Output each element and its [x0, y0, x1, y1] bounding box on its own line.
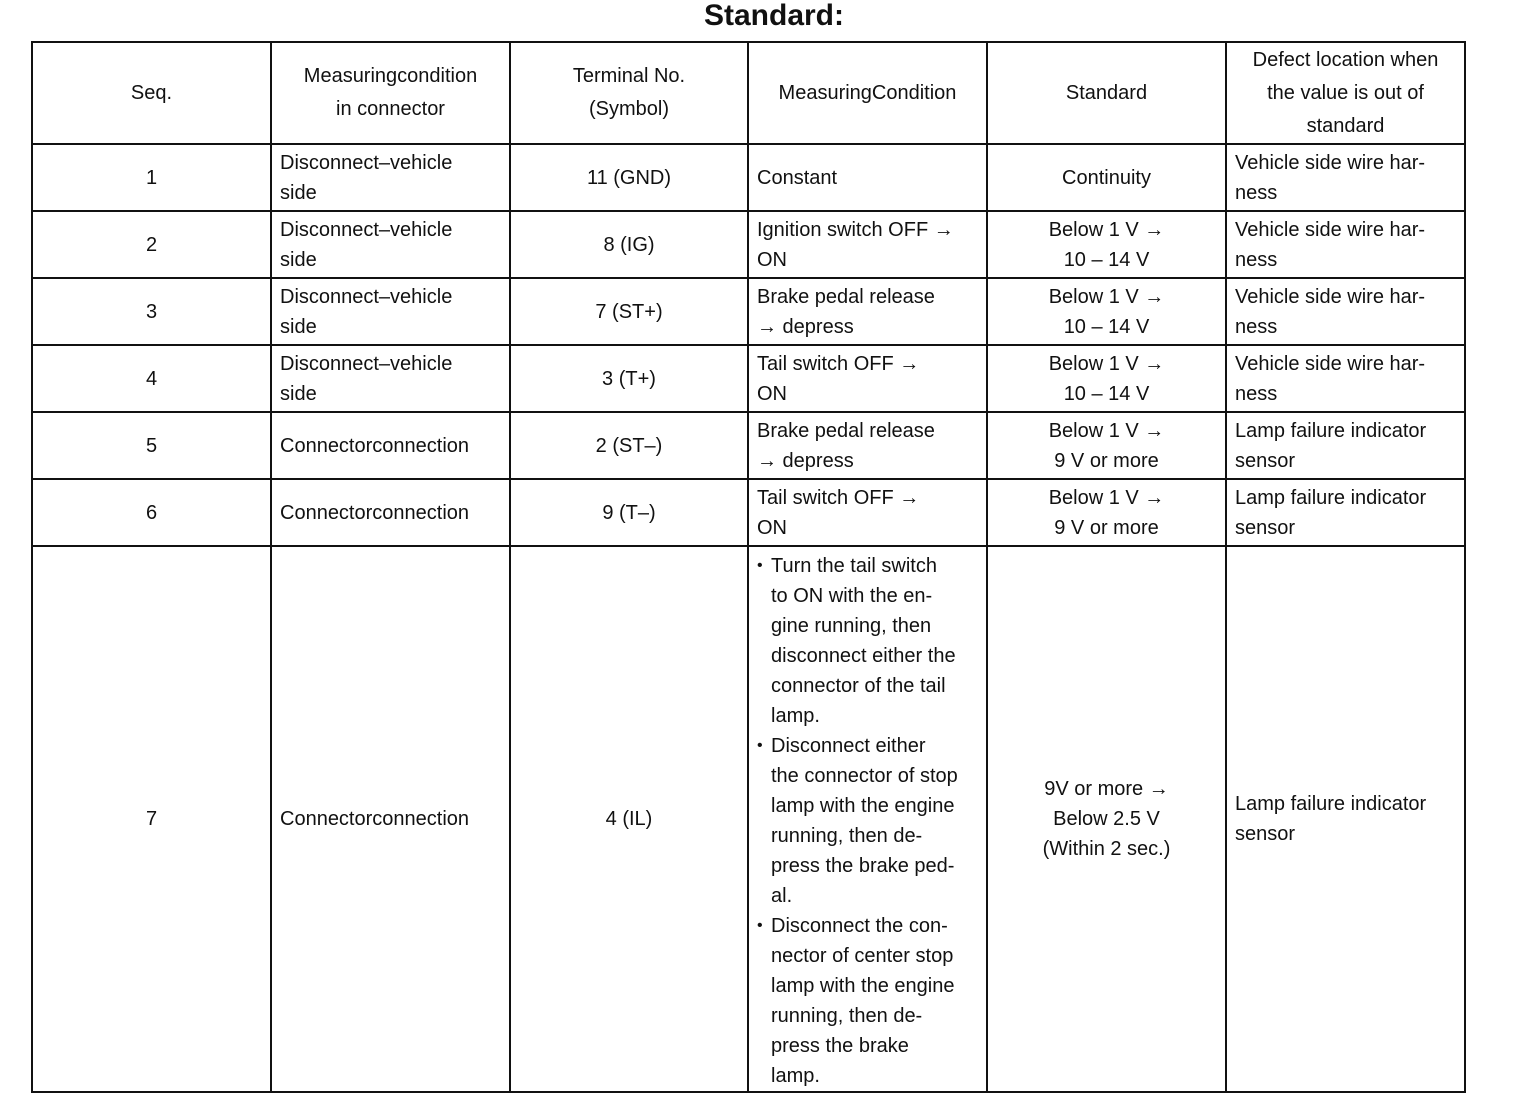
header-standard: Standard: [987, 42, 1226, 144]
standard-table: [31, 41, 1466, 1093]
cell-line: Brake pedal release: [757, 285, 935, 308]
cell-line: 9 V or more: [1054, 516, 1159, 539]
cell-seq: 2: [32, 211, 271, 278]
bullet-line: • Turn the tail switch: [771, 555, 937, 577]
cell-terminal: 8 (IG): [510, 211, 748, 278]
cell-terminal: 2 (ST–): [510, 412, 748, 479]
cell-line: Connectorconnection: [280, 434, 470, 457]
cell-line: Below 1 V →: [1048, 352, 1165, 375]
bullet-line: • Disconnect either: [771, 735, 926, 757]
cell-connector: [271, 412, 510, 479]
bullet-line: running, then de-: [771, 1005, 923, 1027]
header-line: Terminal No.: [572, 65, 686, 87]
cell-standard: [987, 278, 1226, 345]
cell-line: Vehicle side wire har-: [1235, 352, 1426, 375]
cell-line: sensor: [1235, 449, 1296, 472]
cell-line: Below 1 V →: [1048, 419, 1165, 442]
cell-line: 9V or more →: [1044, 778, 1169, 800]
header-line: Measuringcondition: [303, 65, 478, 87]
bullet-line: lamp with the engine: [771, 975, 955, 997]
cell-line: Vehicle side wire har-: [1235, 285, 1426, 308]
cell-condition: [748, 211, 987, 278]
cell-line: ness: [1235, 181, 1278, 204]
bullet-line: to ON with the en-: [771, 585, 933, 607]
cell-connector: [271, 144, 510, 211]
header-measuring-condition-connector: [271, 42, 510, 144]
cell-seq: 4: [32, 345, 271, 412]
header-seq: Seq.: [32, 42, 271, 144]
cell-line: Disconnect–vehicle: [280, 285, 453, 308]
cell-defect: [1226, 144, 1465, 211]
cell-line: ON: [757, 516, 787, 539]
header-line: standard: [1306, 114, 1385, 137]
cell-connector: [271, 278, 510, 345]
cell-seq: 3: [32, 278, 271, 345]
table-row: [32, 546, 1465, 1092]
cell-standard: [987, 546, 1226, 1092]
cell-terminal: 3 (T+): [510, 345, 748, 412]
cell-line: Below 1 V →: [1048, 218, 1165, 241]
table-row: [32, 345, 1465, 412]
cell-standard: [987, 345, 1226, 412]
cell-line: 10 – 14 V: [1063, 315, 1150, 338]
cell-line: Below 2.5 V: [1053, 808, 1160, 830]
cell-line: ness: [1235, 315, 1278, 338]
header-line: the value is out of: [1267, 81, 1424, 104]
cell-terminal: 9 (T–): [510, 479, 748, 546]
bullet-line: running, then de-: [771, 825, 923, 847]
cell-line: Connectorconnection: [280, 501, 470, 524]
cell-line: side: [280, 315, 317, 338]
table-body: [32, 144, 1465, 1092]
cell-line: side: [280, 248, 317, 271]
bullet-line: gine running, then: [771, 615, 932, 637]
cell-line: Constant: [757, 166, 838, 189]
cell-line: ON: [757, 382, 787, 405]
table-row: [32, 211, 1465, 278]
cell-line: side: [280, 382, 317, 405]
cell-defect: [1226, 211, 1465, 278]
cell-line: Lamp failure indicator: [1235, 419, 1427, 442]
header-measuring-condition: MeasuringCondition: [748, 42, 987, 144]
table-row: [32, 144, 1465, 211]
header-row: [32, 42, 1465, 144]
cell-connector: Connectorconnection: [271, 546, 510, 1092]
cell-line: ness: [1235, 248, 1278, 271]
cell-line: Lamp failure indicator: [1235, 793, 1427, 815]
condition-bullet: [757, 731, 978, 911]
cell-condition: [748, 278, 987, 345]
header-defect-location: [1226, 42, 1465, 144]
header-line: Defect location when: [1252, 48, 1439, 71]
cell-defect: [1226, 278, 1465, 345]
bullet-line: lamp.: [771, 705, 820, 727]
cell-terminal: 4 (IL): [510, 546, 748, 1092]
cell-line: Tail switch OFF →: [757, 352, 920, 375]
cell-line: → depress: [757, 449, 854, 472]
cell-line: sensor: [1235, 516, 1296, 539]
condition-bullet-list: [757, 551, 978, 1091]
cell-terminal: 7 (ST+): [510, 278, 748, 345]
page-title: Standard:: [703, 0, 844, 32]
cell-line: Disconnect–vehicle: [280, 218, 453, 241]
bullet-line: al.: [771, 885, 793, 907]
cell-line: 9 V or more: [1054, 449, 1159, 472]
cell-line: side: [280, 181, 317, 204]
bullet-line: lamp with the engine: [771, 795, 955, 817]
cell-line: Vehicle side wire har-: [1235, 218, 1426, 241]
cell-line: 10 – 14 V: [1063, 248, 1150, 271]
cell-line: Continuity: [1062, 166, 1151, 189]
header-line: in connector: [336, 98, 445, 120]
cell-seq: 7: [32, 546, 271, 1092]
cell-terminal: 11 (GND): [510, 144, 748, 211]
cell-defect: [1226, 479, 1465, 546]
header-terminal: [510, 42, 748, 144]
cell-line: ON: [757, 248, 787, 271]
table-row: [32, 412, 1465, 479]
cell-line: Ignition switch OFF →: [757, 218, 954, 241]
cell-standard: [987, 479, 1226, 546]
cell-condition: [748, 144, 987, 211]
cell-defect: [1226, 546, 1465, 1092]
cell-line: Brake pedal release: [757, 419, 935, 442]
cell-line: 10 – 14 V: [1063, 382, 1150, 405]
cell-condition: [748, 546, 987, 1092]
cell-line: Tail switch OFF →: [757, 486, 920, 509]
cell-line: → depress: [757, 315, 854, 338]
cell-line: Disconnect–vehicle: [280, 352, 453, 375]
cell-condition: [748, 479, 987, 546]
bullet-line: • Disconnect the con-: [771, 915, 948, 937]
bullet-line: the connector of stop: [771, 765, 958, 787]
bullet-line: disconnect either the: [771, 645, 956, 667]
cell-seq: 6: [32, 479, 271, 546]
cell-line: sensor: [1235, 823, 1296, 845]
cell-line: Vehicle side wire har-: [1235, 151, 1426, 174]
condition-bullet: [757, 551, 978, 731]
bullet-line: press the brake ped-: [771, 855, 955, 877]
cell-connector: [271, 211, 510, 278]
cell-line: Below 1 V →: [1048, 486, 1165, 509]
cell-seq: 5: [32, 412, 271, 479]
cell-line: Below 1 V →: [1048, 285, 1165, 308]
cell-standard: [987, 211, 1226, 278]
table-row: [32, 278, 1465, 345]
cell-defect: [1226, 412, 1465, 479]
header-line: (Symbol): [588, 98, 669, 120]
bullet-line: connector of the tail: [771, 675, 946, 697]
bullet-line: nector of center stop: [771, 945, 954, 967]
cell-connector: [271, 479, 510, 546]
cell-connector: [271, 345, 510, 412]
cell-seq: 1: [32, 144, 271, 211]
cell-line: Disconnect–vehicle: [280, 151, 453, 174]
bullet-line: press the brake: [771, 1035, 909, 1057]
cell-line: (Within 2 sec.): [1042, 838, 1171, 860]
cell-defect: [1226, 345, 1465, 412]
cell-line: ness: [1235, 382, 1278, 405]
cell-condition: [748, 412, 987, 479]
cell-condition: [748, 345, 987, 412]
cell-standard: [987, 412, 1226, 479]
table-row: [32, 479, 1465, 546]
cell-line: Lamp failure indicator: [1235, 486, 1427, 509]
condition-bullet: [757, 911, 978, 1091]
bullet-line: lamp.: [771, 1065, 820, 1087]
cell-standard: [987, 144, 1226, 211]
